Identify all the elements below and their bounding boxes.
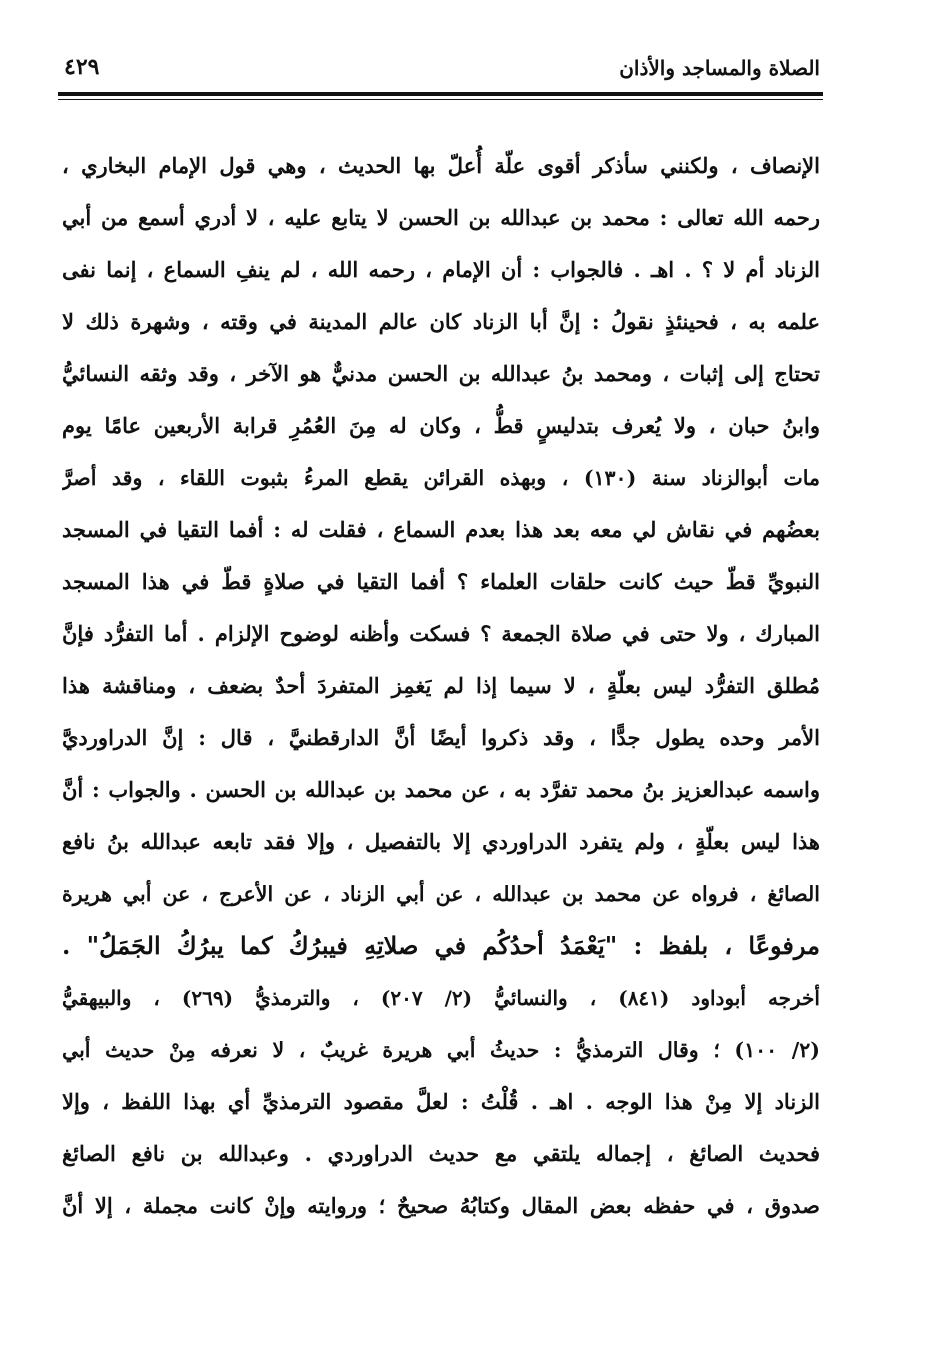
text-line: هذا ليس بعلّةٍ ، ولم يتفرد الدراوردي إلا بالتفصيل ، وإلا فقد تابعه عبدالله بنُ نافع	[62, 829, 820, 854]
page-number: ٤٢٩	[64, 54, 100, 80]
text-line: الإنصاف ، ولكنني سأذكر أقوى علّة أُعلّ بها الحديث ، وهي قول الإمام البخاري ،	[62, 153, 820, 178]
header-rule-thin	[58, 99, 823, 100]
text-line: صدوق ، في حفظه بعض المقال وكتابُهُ صحيحٌ ؛ وروايته وإنْ كانت مجملة ، إلا أنَّ	[62, 1193, 820, 1218]
text-line: مُطلق التفرُّد ليس بعلّةٍ ، لا سيما إذا لم يَغمِز المتفردَ أحدٌ بضعف ، ومناقشة هذا	[62, 673, 820, 698]
text-line: بعضُهم في نقاش لي معه بعد هذا بعدم السماع ، فقلت له : أفما التقيا في المسجد	[62, 517, 820, 542]
text-line: فحديث الصائغ ، إجماله يلتقي مع حديث الدراوردي . وعبدالله بن نافع الصائغ	[62, 1141, 820, 1166]
header-rule-thick	[58, 92, 823, 96]
text-line: رحمه الله تعالى : محمد بن عبدالله بن الحسن لا يتابع عليه ، لا أدري أسمع من أبي	[62, 205, 820, 230]
text-line: الزناد إلا مِنْ هذا الوجه . اهـ . قُلْتُ : لعلَّ مقصود الترمذيِّ أي بهذا اللفظ ، وإلا	[62, 1089, 820, 1114]
text-line: الزناد أم لا ؟ . اهـ . فالجواب : أن الإمام ، رحمه الله ، لم ينفِ السماع ، إنما نفى	[62, 257, 820, 282]
text-line: (٢/ ١٠٠) ؛ وقال الترمذيُّ : حديثُ أبي هريرة غريبٌ ، لا نعرفه مِنْ حديث أبي	[62, 1038, 820, 1062]
text-line: أخرجه أبوداود (٨٤١) ، والنسائيُّ (٢/ ٢٠٧) ، والترمذيُّ (٢٦٩) ، والبيهقيُّ	[62, 986, 820, 1010]
page-header	[58, 52, 820, 88]
text-line: مات أبوالزناد سنة (١٣٠) ، وبهذه القرائن يقطع المرءُ بثبوت اللقاء ، وقد أصرَّ	[62, 466, 820, 490]
text-line: النبويِّ قطّ حيث كانت حلقات العلماء ؟ أفما التقيا في صلاةٍ قطّ في هذا المسجد	[62, 569, 820, 594]
text-line: الأمر وحده يطول جدًّا ، وقد ذكروا أيضًا أنَّ الدارقطنيَّ ، قال : إنَّ الدراورديَّ	[62, 725, 820, 750]
text-line: تحتاج إلى إثبات ، ومحمد بنُ عبدالله بن الحسن مدنيٌّ هو الآخر ، وقد وثقه النسائيُّ	[62, 361, 820, 386]
text-line: علمه به ، فحينئذٍ نقولُ : إنَّ أبا الزناد كان عالم المدينة في وقته ، وشهرة ذلك لا	[62, 309, 820, 334]
running-title: الصلاة والمساجد والأذان	[619, 56, 820, 80]
text-line: المبارك ، ولا حتى في صلاة الجمعة ؟ فسكت وأظنه لوضوح الإلزام . أما التفرُّد فإنَّ	[62, 621, 820, 646]
hadith-line: مرفوعًا ، بلفظ : "يَعْمَدُ أحدُكُم في صلاتِهِ فيبرُكُ كما يبرُكُ الجَمَلُ" .	[62, 931, 820, 960]
body-text	[62, 140, 820, 1232]
text-line: واسمه عبدالعزيز بنُ محمد تفرَّد به ، عن محمد بن عبدالله بن الحسن . والجواب : أنَّ	[62, 777, 820, 802]
text-line: الصائغ ، فرواه عن محمد بن عبدالله ، عن أبي الزناد ، عن الأعرج ، عن أبي هريرة	[62, 882, 820, 906]
text-line: وابنُ حبان ، ولا يُعرف بتدليسٍ قطُّ ، وكان له مِنَ العُمُرِ قرابة الأربعين عامًا يوم	[62, 413, 820, 438]
